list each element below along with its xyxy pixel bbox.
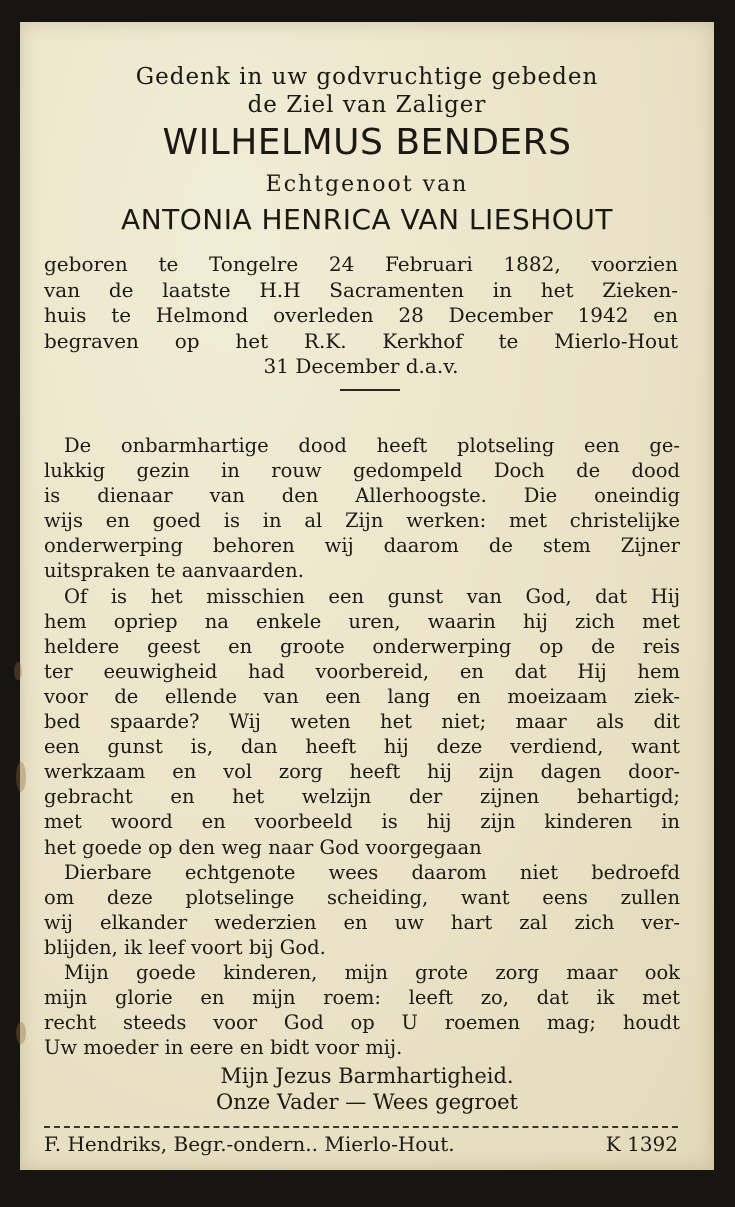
text-line: voor de ellende van een lang en moeizaam ziek- bbox=[44, 684, 680, 708]
text-line: met woord en voorbeeld is hij zijn kinderen in bbox=[44, 810, 680, 834]
heading-line-2: de Ziel van Zaliger bbox=[247, 92, 487, 118]
text-line: Mijn goede kinderen, mijn grote zorg maar ook bbox=[64, 960, 680, 984]
spouse-label: Echtgenoot van bbox=[265, 172, 469, 197]
text-line: een gunst is, dan heeft hij deze verdiend, want bbox=[44, 735, 680, 759]
text-line: wijs en goed is in al Zijn werken: met christelijke bbox=[44, 509, 680, 533]
prayer-line-2: Onze Vader — Wees gegroet bbox=[216, 1090, 518, 1114]
text-line: onderwerping behoren wij daarom de stem Zijner bbox=[44, 534, 680, 558]
text-line: mijn glorie en mijn roem: leeft zo, dat ik met bbox=[44, 986, 680, 1010]
text-line: bed spaarde? Wij weten het niet; maar als dit bbox=[44, 710, 680, 734]
text-line: hem opriep na enkele uren, waarin hij zich met bbox=[44, 609, 680, 633]
paper-stain bbox=[14, 662, 22, 680]
text-line: recht steeds voor God op U roemen mag; houdt bbox=[44, 1011, 680, 1035]
card-code: K 1392 bbox=[605, 1132, 678, 1156]
text-line: Uw moeder in eere en bidt voor mij. bbox=[44, 1036, 403, 1060]
text-line: om deze plotselinge scheiding, want eens zullen bbox=[44, 885, 680, 909]
memorial-card bbox=[20, 22, 714, 1170]
text-line: Of is het misschien een gunst van God, dat Hij bbox=[64, 584, 680, 608]
text-line: uitspraken te aanvaarden. bbox=[44, 559, 304, 583]
text-line: ter eeuwigheid had voorbereid, en dat Hij hem bbox=[44, 659, 680, 683]
text-line: blijden, ik leef voort bij God. bbox=[44, 935, 326, 959]
bio-line: 31 December d.a.v. bbox=[263, 354, 459, 378]
bio-line: begraven op het R.K. Kerkhof te Mierlo-Hout bbox=[44, 328, 678, 353]
text-line: is dienaar van den Allerhoogste. Die oneindig bbox=[44, 484, 680, 508]
deceased-name: WILHELMUS BENDERS bbox=[162, 122, 572, 163]
heading-line-1: Gedenk in uw godvruchtige gebeden bbox=[135, 64, 599, 90]
bio-line: huis te Helmond overleden 28 December 1942 en bbox=[44, 303, 678, 327]
text-line: het goede op den weg naar God voorgegaan bbox=[44, 835, 482, 859]
text-line: werkzaam en vol zorg heeft hij zijn dagen door- bbox=[44, 760, 680, 784]
paper-stain bbox=[16, 762, 26, 792]
bio-line: geboren te Tongelre 24 Februari 1882, voorzien bbox=[44, 252, 678, 276]
text-line: Dierbare echtgenote wees daarom niet bedroefd bbox=[64, 860, 680, 884]
memorial-text bbox=[44, 433, 680, 1060]
divider bbox=[340, 389, 400, 391]
paper-stain bbox=[16, 1022, 26, 1044]
printer-footer bbox=[44, 1132, 678, 1156]
prayer-line-1: Mijn Jezus Barmhartigheid. bbox=[220, 1064, 514, 1088]
text-line: De onbarmhartige dood heeft plotseling een ge- bbox=[64, 434, 680, 457]
bio-line: van de laatste H.H Sacramenten in het Zieken- bbox=[44, 277, 678, 302]
spouse-name: ANTONIA HENRICA VAN LIESHOUT bbox=[121, 203, 613, 236]
text-line: gebracht en het welzijn der zijnen behartigd; bbox=[44, 785, 680, 809]
printer-name: F. Hendriks, Begr.-ondern.. Mierlo-Hout. bbox=[44, 1132, 455, 1156]
footer-rule bbox=[44, 1126, 678, 1128]
biography bbox=[44, 252, 678, 380]
text-line: wij elkander wederzien en uw hart zal zich ver- bbox=[44, 910, 680, 934]
text-line: heldere geest en groote onderwerping op de reis bbox=[44, 634, 680, 658]
text-line: lukkig gezin in rouw gedompeld Doch de dood bbox=[44, 459, 680, 483]
